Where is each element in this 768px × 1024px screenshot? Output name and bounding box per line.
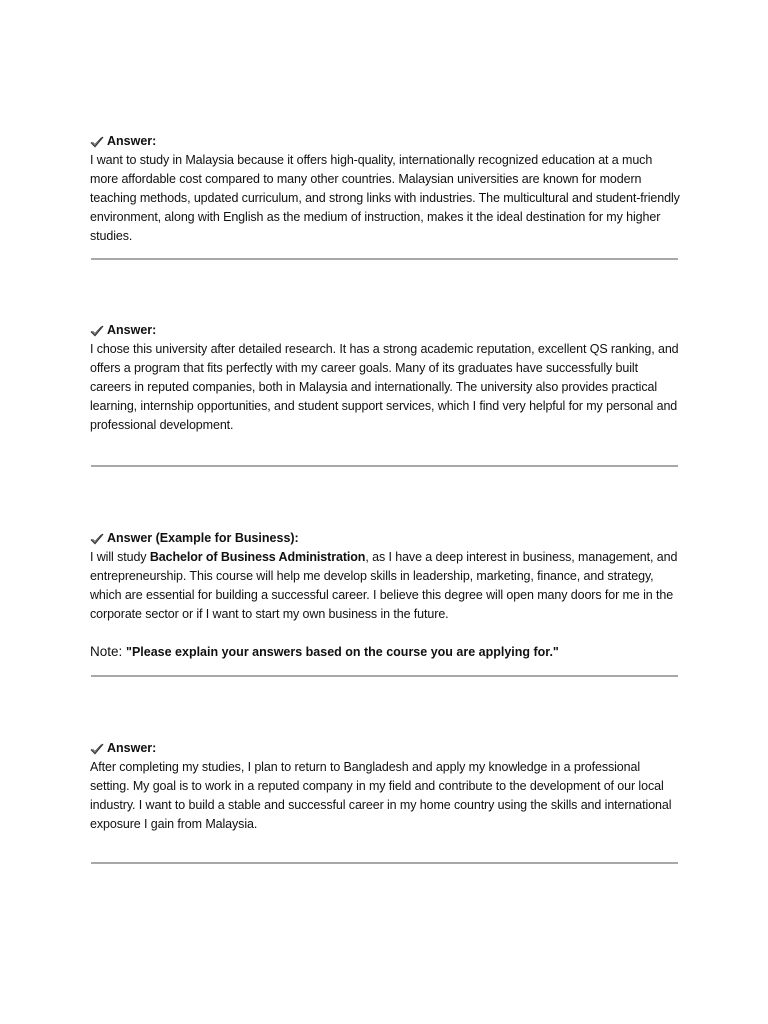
answer-heading bbox=[90, 739, 682, 758]
degree-name: Bachelor of Business Administration bbox=[149, 550, 366, 564]
answer-heading-text: Answer (Example for Business): bbox=[107, 531, 299, 545]
section-divider bbox=[91, 465, 678, 467]
answer-heading bbox=[90, 529, 682, 548]
note bbox=[90, 642, 682, 662]
answer-heading-text: Answer: bbox=[107, 741, 157, 755]
checkmark-icon bbox=[90, 325, 104, 337]
checkmark-icon bbox=[90, 136, 104, 148]
answer-section-2 bbox=[90, 321, 682, 435]
answer-heading bbox=[90, 321, 682, 340]
answer-heading-text: Answer: bbox=[107, 134, 157, 148]
section-divider bbox=[91, 675, 678, 677]
checkmark-icon bbox=[90, 533, 104, 545]
note-label: Note: bbox=[90, 644, 127, 659]
answer-heading-text: Answer: bbox=[107, 323, 157, 337]
paragraph-prefix: I will study bbox=[90, 550, 150, 564]
paragraph-suffix: , as I have a deep interest in business, management, and entrepreneurship. This course will help me develop skills in leadership, marketing, finance, and strategy, which are essential for building a successful career. I believe this degree will open many doors for me in the corporate sector or if I want to start my own business in the future. bbox=[90, 550, 678, 621]
answer-paragraph: I want to study in Malaysia because it offers high-quality, internationally recognized education at a much more affordable cost compared to many other countries. Malaysian universities are known for modern teaching methods, updated curriculum, and strong links with industries. The multicultural and student-friendly environment, along with English as the medium of instruction, makes it the ideal destination for my higher studies. bbox=[90, 153, 680, 243]
section-divider bbox=[91, 862, 678, 864]
section-divider bbox=[91, 258, 678, 260]
checkmark-icon bbox=[90, 743, 104, 755]
answer-section-3 bbox=[90, 529, 682, 662]
answer-section-4 bbox=[90, 739, 682, 834]
answer-paragraph bbox=[90, 548, 682, 624]
answer-paragraph: After completing my studies, I plan to return to Bangladesh and apply my knowledge in a professional setting. My goal is to work in a reputed company in my field and contribute to the development of our local industry. I want to build a stable and successful career in my home country using the skills and international exposure I gain from Malaysia. bbox=[90, 760, 672, 831]
answer-paragraph: I chose this university after detailed research. It has a strong academic reputation, excellent QS ranking, and offers a program that fits perfectly with my career goals. Many of its graduates have successfully built careers in reputed companies, both in Malaysia and internationally. The university also provides practical learning, internship opportunities, and student support services, which I find very helpful for my personal and professional development. bbox=[90, 342, 679, 432]
note-text: "Please explain your answers based on the course you are applying for." bbox=[126, 645, 559, 659]
answer-heading bbox=[90, 132, 682, 151]
answer-section-1 bbox=[90, 132, 682, 246]
